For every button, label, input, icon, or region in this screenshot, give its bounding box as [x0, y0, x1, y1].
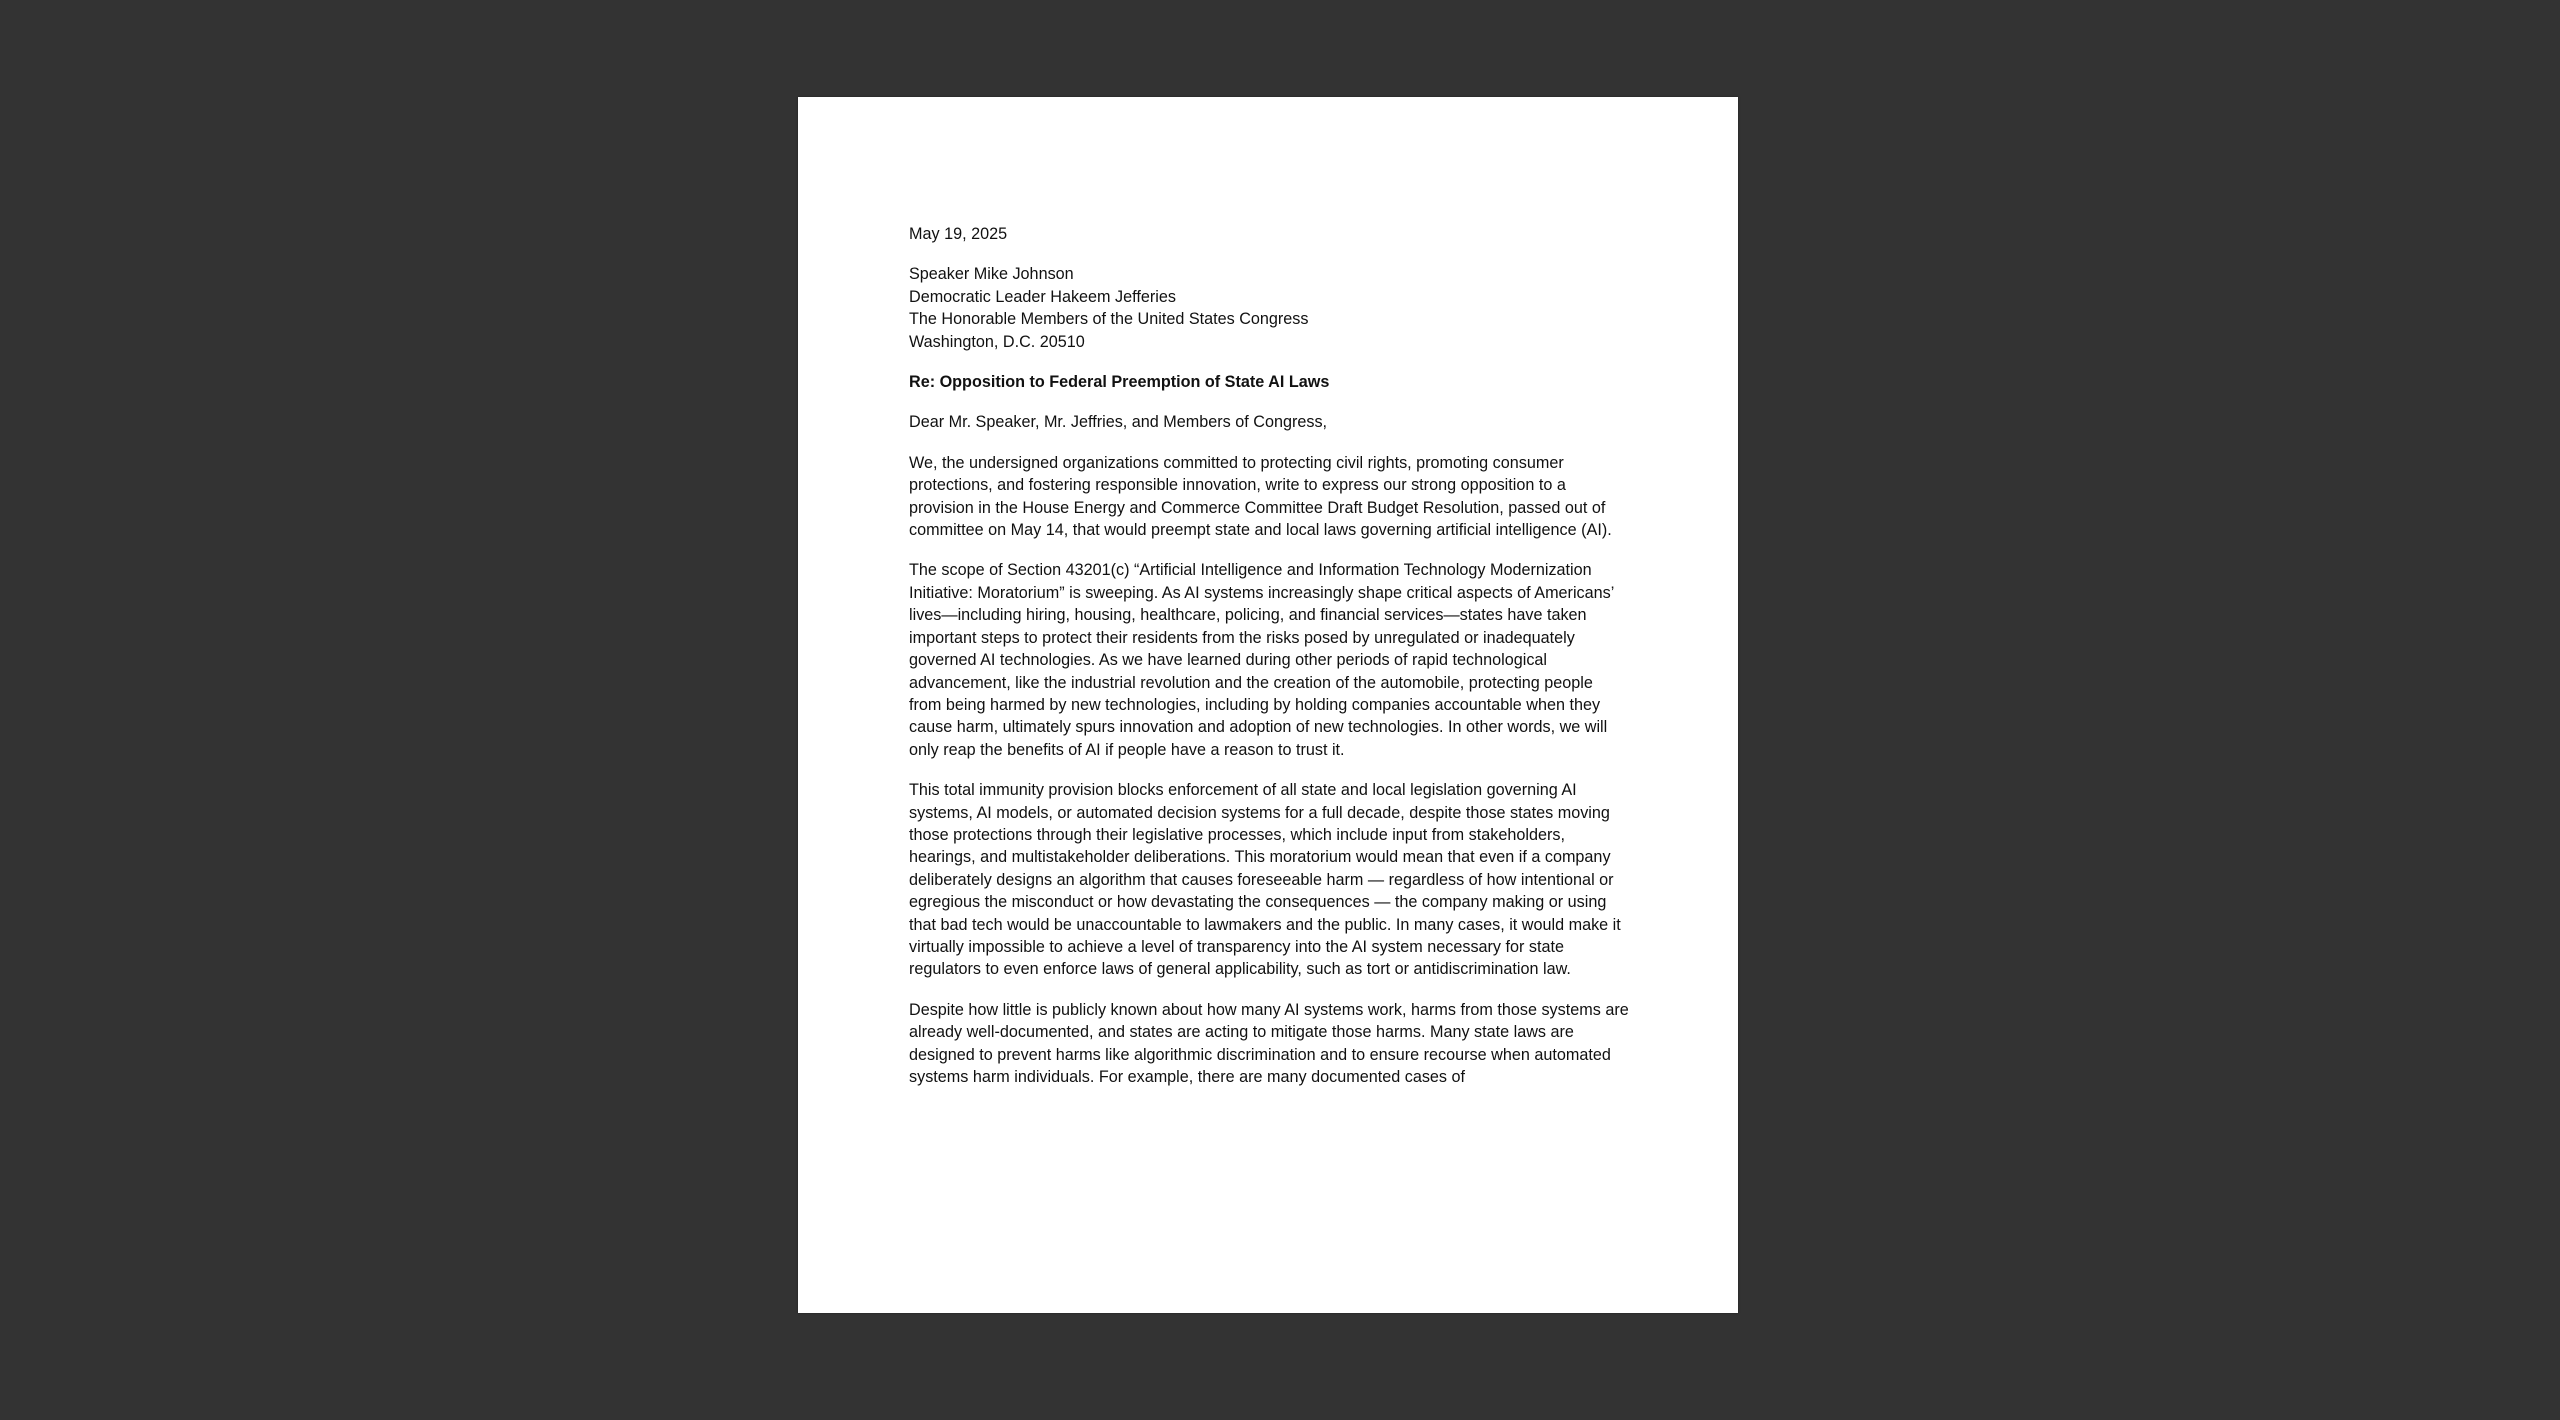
address-line: The Honorable Members of the United States Congress: [909, 310, 1309, 329]
body-paragraph: Despite how little is publicly known about how many AI systems work, harms from those systems are already well-documented, and states are acting to mitigate those harms. Many state laws are designed to prevent harms like algorithmic discrimination and to ensure recourse when automated systems harm individuals. For example, there are many documented cases of: [909, 1000, 1629, 1086]
address-line: Democratic Leader Hakeem Jefferies: [909, 287, 1176, 306]
address-line: Washington, D.C. 20510: [909, 332, 1085, 351]
letter-date: May 19, 2025: [909, 225, 1008, 243]
letter-salutation: Dear Mr. Speaker, Mr. Jeffries, and Members of Congress,: [909, 413, 1328, 432]
body-paragraph: This total immunity provision blocks enforcement of all state and local legislation governing AI systems, AI models, or automated decision systems for a full decade, despite those states moving those protections through their legislative processes, which include input from stakeholders, hearings, and multistakeholder deliberations. This moratorium would mean that even if a company deliberately designs an algorithm that causes foreseeable harm — regardless of how intentional or egregious the misconduct or how devastating the consequences — the company making or using that bad tech would be unaccountable to lawmakers and the public. In many cases, it would make it virtually impossible to achieve a level of transparency into the AI system necessary for state regulators to even enforce laws of general applicability, such as tort or antidiscrimination law.: [909, 781, 1621, 979]
letter-body: [909, 223, 1629, 1106]
body-paragraph: The scope of Section 43201(c) “Artificial Intelligence and Information Technology Modernization Initiative: Moratorium” is sweeping. As AI systems increasingly shape critical aspects of Americans’ lives—including hiring, housing, healthcare, policing, and financial services—states have taken important steps to protect their residents from the risks posed by unregulated or inadequately governed AI technologies. As we have learned during other periods of rapid technological advancement, like the industrial revolution and the creation of the automobile, protecting people from being harmed by new technologies, including by holding companies accountable when they cause harm, ultimately spurs innovation and adoption of new technologies. In other words, we will only reap the benefits of AI if people have a reason to trust it.: [909, 561, 1614, 759]
document-page: [798, 97, 1738, 1313]
letter-subject: Re: Opposition to Federal Preemption of State AI Laws: [909, 373, 1330, 392]
address-line: Speaker Mike Johnson: [909, 265, 1074, 284]
body-paragraph: We, the undersigned organizations committed to protecting civil rights, promoting consumer protections, and fostering responsible innovation, write to express our strong opposition to a provision in the House Energy and Commerce Committee Draft Budget Resolution, passed out of committee on May 14, that would preempt state and local laws governing artificial intelligence (AI).: [909, 453, 1612, 540]
recipient-address: [909, 263, 1629, 353]
